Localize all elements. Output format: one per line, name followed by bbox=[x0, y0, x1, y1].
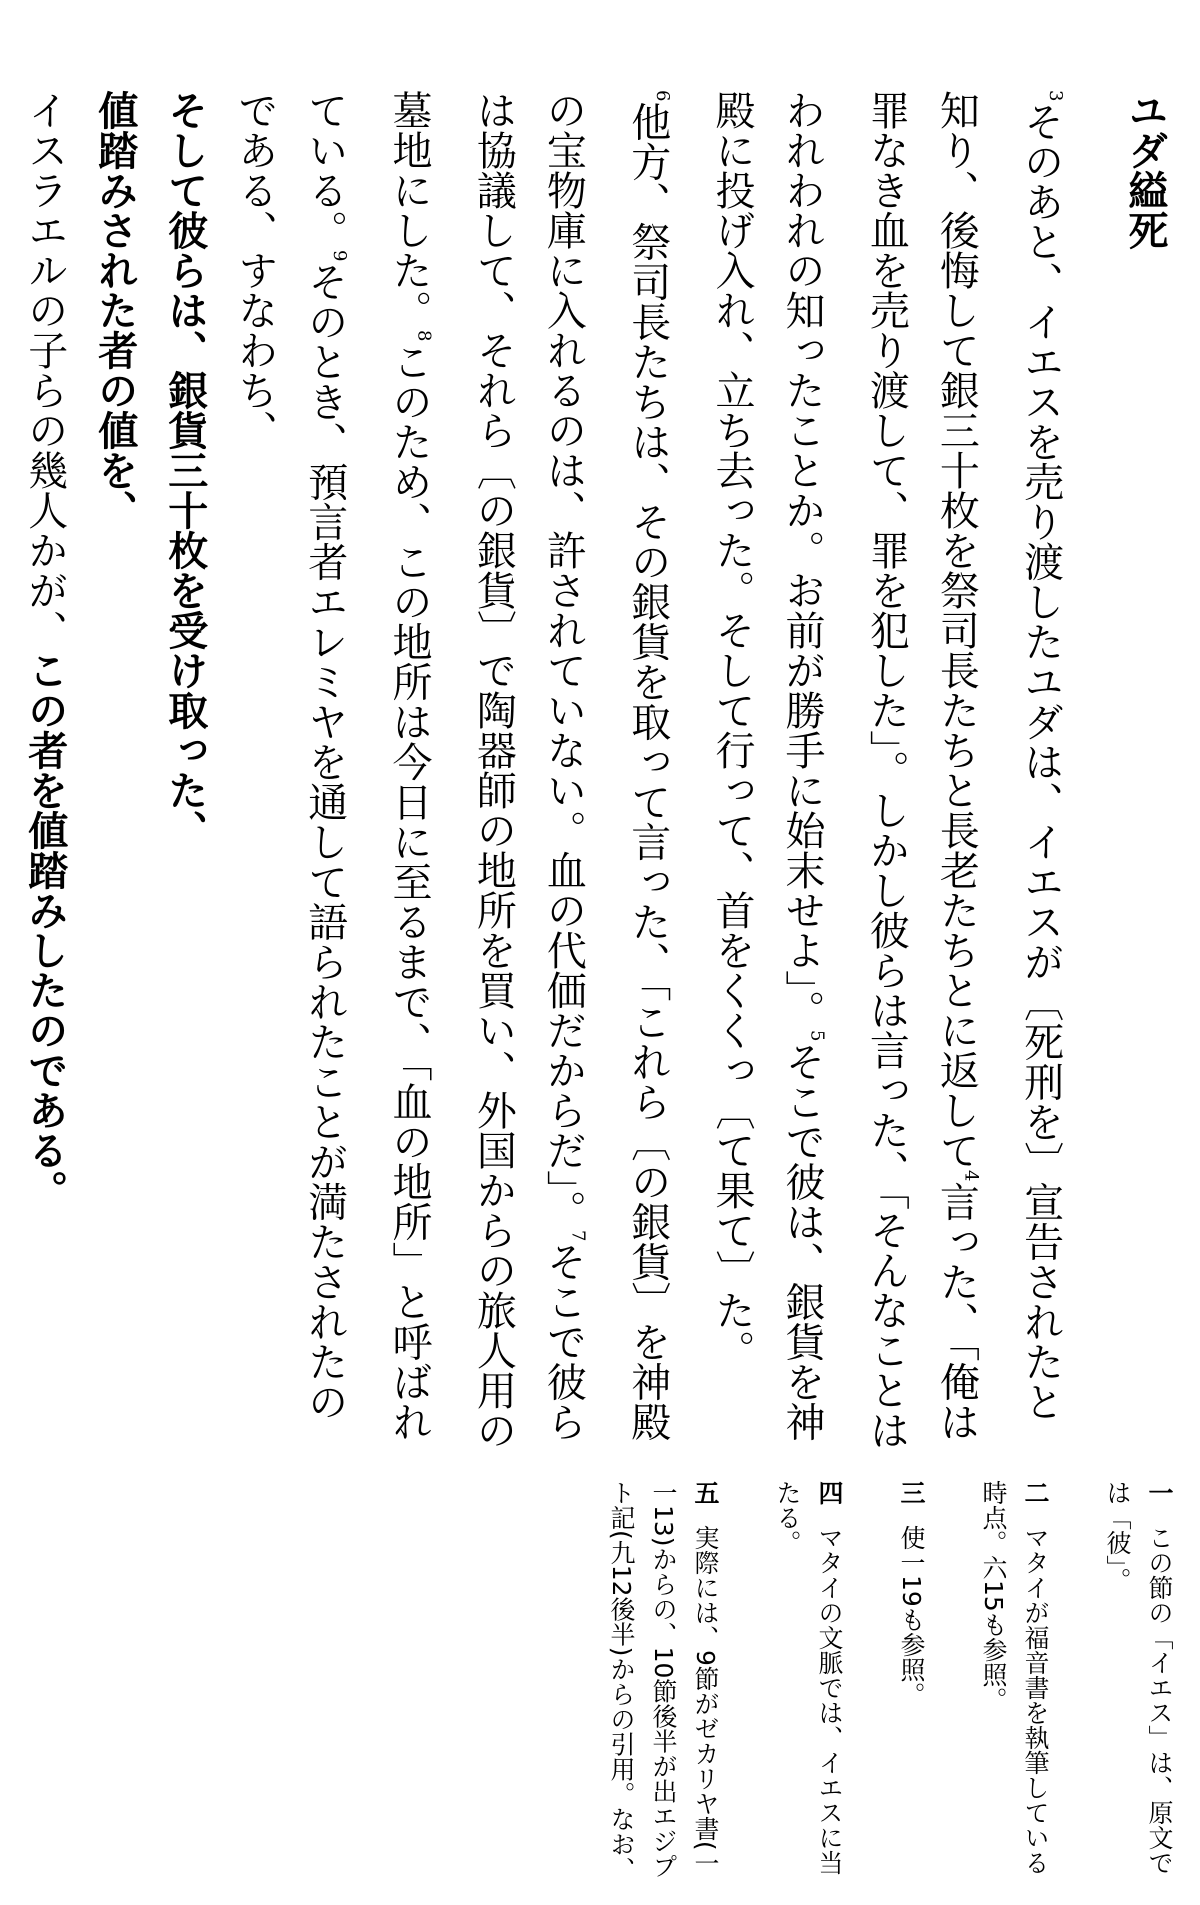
quote-line-1 bbox=[150, 90, 220, 1450]
verse-number: 3 bbox=[1045, 90, 1066, 102]
footnote-mark: 二 bbox=[1021, 1480, 1050, 1505]
quote-line-3 bbox=[20, 90, 80, 1450]
quote-line-2 bbox=[80, 90, 150, 1450]
body-text: そのあと、イエスを売り渡したユダは、イエスが〔死刑を〕宣告されたと知り、後悔して銀三十枚を祭司長たちと長老たちとに返して bbox=[933, 90, 1064, 1422]
footnote-mark: 五 bbox=[691, 1480, 720, 1505]
footnote-text: 実際には、9節がゼカリヤ書(一一13)からの、10節後半が出エジプト記(九12後半)からの引用。なお、 bbox=[607, 1480, 720, 1882]
footnote bbox=[600, 1480, 726, 1890]
emphasis-text: この者を値踏みしたのである。 bbox=[21, 650, 69, 1210]
footnote-text: 使一19も参照。 bbox=[897, 1524, 926, 1707]
footnotes bbox=[20, 1480, 1180, 1890]
body-text: 言った、「俺は罪なき血を売り渡して、罪を犯した」。しかし彼らは言った、「そんなことはわれわれの知ったことか。お前が勝手に始末せよ」。 bbox=[779, 90, 980, 1450]
body-text: イスラエルの子らの幾人かが、 bbox=[21, 90, 68, 650]
footnote bbox=[890, 1480, 932, 1890]
paragraph-1 bbox=[697, 90, 1090, 1450]
paragraph-2 bbox=[220, 90, 697, 1450]
footnote-text: マタイが福音書を執筆している時点。六15も参照。 bbox=[979, 1480, 1050, 1875]
verse-number: 7 bbox=[567, 1230, 589, 1242]
body-text: そこで彼は、銀貨を神殿に投げ入れ、立ち去った。そして行って、首をくくっ〔て果て〕た。 bbox=[709, 90, 826, 1442]
verse-number: 9 bbox=[329, 250, 351, 262]
verse-number: 4 bbox=[960, 1170, 982, 1182]
verse-number: 6 bbox=[652, 90, 674, 102]
footnote-mark: 四 bbox=[815, 1480, 844, 1505]
main-text bbox=[20, 90, 1180, 1450]
body-text: このため、この地所は今日に至るまで、「血の地所」と呼ばれている。 bbox=[301, 90, 433, 1442]
body-text: 他方、祭司長たちは、その銀貨を取って言った、「これら〔の銀貨〕を神殿の宝物庫に入れるのは、許されていない。血の代価だからだ」。 bbox=[540, 90, 671, 1442]
verse-number: 8 bbox=[413, 330, 435, 342]
emphasis-text: 値踏みされた者の値を、 bbox=[91, 90, 139, 530]
section-heading: ユダ縊死 bbox=[1122, 90, 1169, 250]
footnote-text: この節の「イエス」は、原文では「彼」。 bbox=[1103, 1480, 1174, 1875]
footnote bbox=[766, 1480, 850, 1890]
footnote bbox=[1096, 1480, 1180, 1890]
body-text: そのとき、預言者エレミヤを通して語られたことが満たされたのである、すなわち、 bbox=[231, 90, 348, 1422]
footnote bbox=[972, 1480, 1056, 1890]
emphasis-text: そして彼らは、銀貨三十枚を受け取った、 bbox=[161, 90, 209, 850]
body-text: そこで彼らは協議して、それら〔の銀貨〕で陶器師の地所を買い、外国からの旅人用の墓地にした。 bbox=[386, 90, 587, 1450]
footnote-mark: 一 bbox=[1145, 1480, 1174, 1505]
footnote-text: マタイの文脈では、イエスに当たる。 bbox=[773, 1480, 844, 1875]
footnote-mark: 三 bbox=[897, 1480, 926, 1505]
verse-number: 5 bbox=[806, 1030, 828, 1042]
